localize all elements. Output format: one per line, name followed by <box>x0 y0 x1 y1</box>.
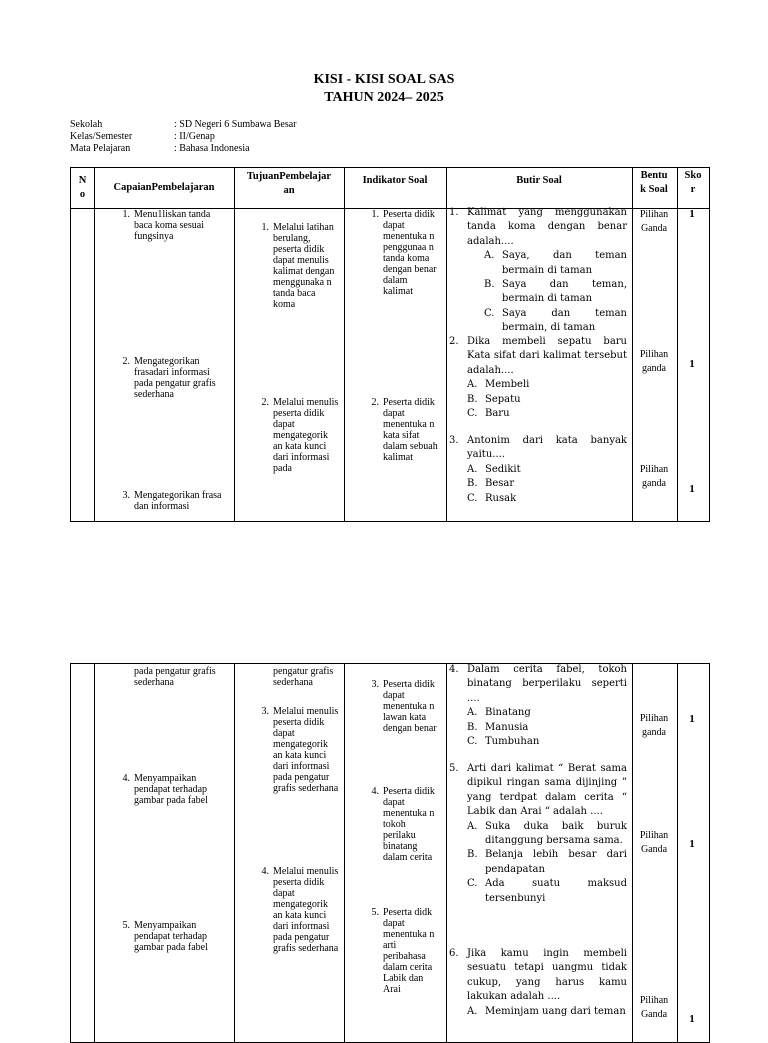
answer-option <box>467 393 627 407</box>
indikator-item <box>371 907 439 995</box>
item-number: 5. <box>371 907 379 918</box>
item-number: 5. <box>122 920 130 931</box>
capaian-item <box>122 209 229 242</box>
option-text: Binatang <box>485 707 531 719</box>
option-letter: A. <box>467 1005 478 1017</box>
item-text: Melalui latihan berulang, peserta didik dapat menulis kalimat dengan menggunaka n tanda baca koma <box>273 222 335 310</box>
tujuan-item <box>261 397 339 474</box>
indikator-item <box>371 786 439 863</box>
option-text: Suka duka baik buruk ditanggung bersama sama. <box>485 820 627 847</box>
answer-option <box>467 721 627 735</box>
answer-option <box>467 492 627 506</box>
document-year: TAHUN 2024– 2025 <box>324 90 444 105</box>
header-bentuk: Bentu k Soal <box>640 170 668 195</box>
option-letter: A. <box>467 379 478 391</box>
score-value: 1 <box>689 1013 695 1025</box>
option-letter: C. <box>467 408 478 420</box>
option-text: Ada suatu maksud tersenbunyi <box>485 878 627 904</box>
score-value: 1 <box>689 483 695 495</box>
item-number: 4. <box>122 773 130 784</box>
capaian-item <box>122 773 229 806</box>
item-number: 3. <box>371 679 379 690</box>
item-number: 2. <box>122 356 130 367</box>
question-text: Arti dari kalimat “ Berat sama dipikul ringan sama dijinjing ” yang terdpat dalam cerita “ Labik dan Arai “ adalah .... <box>467 763 627 818</box>
option-letter: B. <box>467 849 478 861</box>
item-text: pada pengatur grafis sederhana <box>134 666 216 688</box>
answer-option <box>467 378 627 392</box>
option-letter: B. <box>484 279 495 291</box>
question-number: 4. <box>449 664 459 675</box>
option-letter: A. <box>467 820 478 832</box>
question-type: Pilihan ganda <box>639 464 669 489</box>
meta-value: : Bahasa Indonesia <box>174 143 250 154</box>
header-no: N o <box>78 175 87 200</box>
option-text: Tumbuhan <box>485 736 540 748</box>
question-item <box>449 335 627 421</box>
question-text: Kalimat yang menggunakan tanda koma dengan benar adalah.... <box>467 207 627 247</box>
question-type: Pilihan Ganda <box>639 830 669 855</box>
capaian-item <box>134 666 229 688</box>
option-text: Saya, dan teman bermain di taman <box>502 250 627 276</box>
option-text: Meminjam uang dari teman <box>485 1005 626 1017</box>
option-text: Belanja lebih besar dari pendapatan <box>485 849 627 875</box>
answer-option <box>484 278 627 307</box>
option-letter: C. <box>484 307 495 319</box>
header-tujuan: TujuanPembelajar an <box>246 171 332 196</box>
item-number: 1. <box>122 209 130 220</box>
option-letter: C. <box>467 492 478 504</box>
option-text: Saya dan teman bermain, di taman <box>502 307 627 334</box>
meta-value: : II/Genap <box>174 131 215 142</box>
item-number: 4. <box>261 866 269 877</box>
question-type: Pilihan Ganda <box>639 209 669 234</box>
answer-option <box>467 463 627 477</box>
item-number: 3. <box>122 490 130 501</box>
option-text: Sepatu <box>485 393 521 405</box>
item-number: 1. <box>371 209 379 220</box>
indikator-item <box>371 679 439 734</box>
item-text: Melalui menulis peserta didik dapat mengategorik an kata kunci dari informasi pada <box>273 397 339 474</box>
answer-option <box>467 820 627 849</box>
answer-option <box>484 307 627 336</box>
answer-option <box>467 848 627 877</box>
item-text: Mengategorikan frasadari informasi pada pengatur grafis sederhana <box>134 356 216 400</box>
question-number: 1. <box>449 207 459 218</box>
item-text: Menu1liskan tanda baca koma sesuai fungsinya <box>134 209 211 242</box>
option-text: Manusia <box>485 721 529 733</box>
option-letter: A. <box>484 250 495 262</box>
question-text: Dalam cerita fabel, tokoh binatang berperilaku seperti .... <box>467 664 627 704</box>
tujuan-item <box>261 222 339 310</box>
answer-option <box>484 249 627 278</box>
document-title: KISI - KISI SOAL SAS <box>313 72 455 87</box>
meta-key: Sekolah <box>70 119 103 130</box>
capaian-item <box>122 356 229 400</box>
header-indikator: Indikator Soal <box>362 175 428 186</box>
answer-option <box>467 477 627 491</box>
option-letter: B. <box>467 393 478 405</box>
header-butir: Butir Soal <box>516 175 562 186</box>
header-skor: Sko r <box>684 170 702 195</box>
indikator-item <box>371 397 439 463</box>
tujuan-item <box>273 666 339 688</box>
item-text: Peserta didik dapat menentuka n kata sifat dalam sebuah kalimat <box>383 397 438 463</box>
item-text: pengatur grafis sederhana <box>273 666 334 688</box>
item-number: 2. <box>261 397 269 408</box>
meta-key: Mata Pelajaran <box>70 143 131 154</box>
option-text: Rusak <box>485 492 517 504</box>
item-text: Mengategorikan frasa dan informasi <box>134 490 222 512</box>
score-value: 1 <box>689 358 695 370</box>
tujuan-item <box>261 706 339 794</box>
header-capaian: CapaianPembelajaran <box>113 182 215 193</box>
option-letter: C. <box>467 736 478 748</box>
question-number: 3. <box>449 435 459 446</box>
question-number: 5. <box>449 763 459 774</box>
question-text: Antonim dari kata banyak yaitu.... <box>467 435 627 461</box>
item-text: Peserta didik dapat menentuka n penggunaa n tanda koma dengan benar dalam kalimat <box>383 209 437 297</box>
meta-value: : SD Negeri 6 Sumbawa Besar <box>174 119 297 130</box>
item-text: Menyampaikan pendapat terhadap gambar pada fabel <box>134 920 208 953</box>
question-item <box>449 663 627 749</box>
indikator-item <box>371 209 439 297</box>
option-letter: B. <box>467 721 478 733</box>
question-type: Pilihan ganda <box>639 713 669 738</box>
question-type: Pilihan ganda <box>639 349 669 374</box>
meta-key: Kelas/Semester <box>70 131 133 142</box>
score-value: 1 <box>689 713 695 725</box>
answer-option <box>467 735 627 749</box>
score-value: 1 <box>689 838 695 850</box>
option-text: Sedikit <box>485 463 521 475</box>
capaian-item <box>122 920 229 953</box>
question-number: 2. <box>449 336 459 347</box>
question-text: Dika membeli sepatu baru Kata sifat dari kalimat tersebut adalah.... <box>467 336 627 376</box>
option-text: Saya dan teman, bermain di taman <box>502 279 627 305</box>
option-text: Baru <box>485 408 510 420</box>
capaian-item <box>122 490 229 512</box>
item-number: 1. <box>261 222 269 233</box>
answer-option <box>467 407 627 421</box>
answer-option <box>467 706 627 720</box>
answer-option <box>467 877 627 906</box>
question-item <box>449 434 627 506</box>
item-number: 3. <box>261 706 269 717</box>
tujuan-item <box>261 866 339 954</box>
item-text: Peserta didik dapat menentuka n tokoh perilaku binatang dalam cerita <box>383 786 435 863</box>
item-text: Peserta didik dapat menentuka n lawan kata dengan benar <box>383 679 437 734</box>
item-text: Peserta didk dapat menentuka n arti peribahasa dalam cerita Labik dan Arai <box>383 907 435 995</box>
item-text: Menyampaikan pendapat terhadap gambar pada fabel <box>134 773 208 806</box>
item-number: 4. <box>371 786 379 797</box>
item-text: Melalui menulis peserta didik dapat mengategorik an kata kunci dari informasi pada pengatur grafis sederhana <box>273 866 339 954</box>
question-type: Pilihan Ganda <box>639 995 669 1020</box>
question-item <box>449 206 627 336</box>
item-text: Melalui menulis peserta didik dapat mengategorik an kata kunci dari informasi pada pengatur grafis sederhana <box>273 706 339 794</box>
option-letter: A. <box>467 463 478 475</box>
option-text: Besar <box>485 478 515 490</box>
answer-option <box>467 1005 627 1019</box>
option-letter: B. <box>467 478 478 490</box>
score-value: 1 <box>689 208 695 220</box>
question-item <box>449 947 627 1019</box>
question-item <box>449 762 627 906</box>
question-text: Jika kamu ingin membeli sesuatu tetapi uangmu tidak cukup, yang harus kamu lakukan adalah .... <box>467 948 627 1003</box>
question-number: 6. <box>449 948 459 959</box>
option-letter: A. <box>467 707 478 719</box>
item-number: 2. <box>371 397 379 408</box>
option-text: Membeli <box>485 379 530 391</box>
option-letter: C. <box>467 878 478 890</box>
